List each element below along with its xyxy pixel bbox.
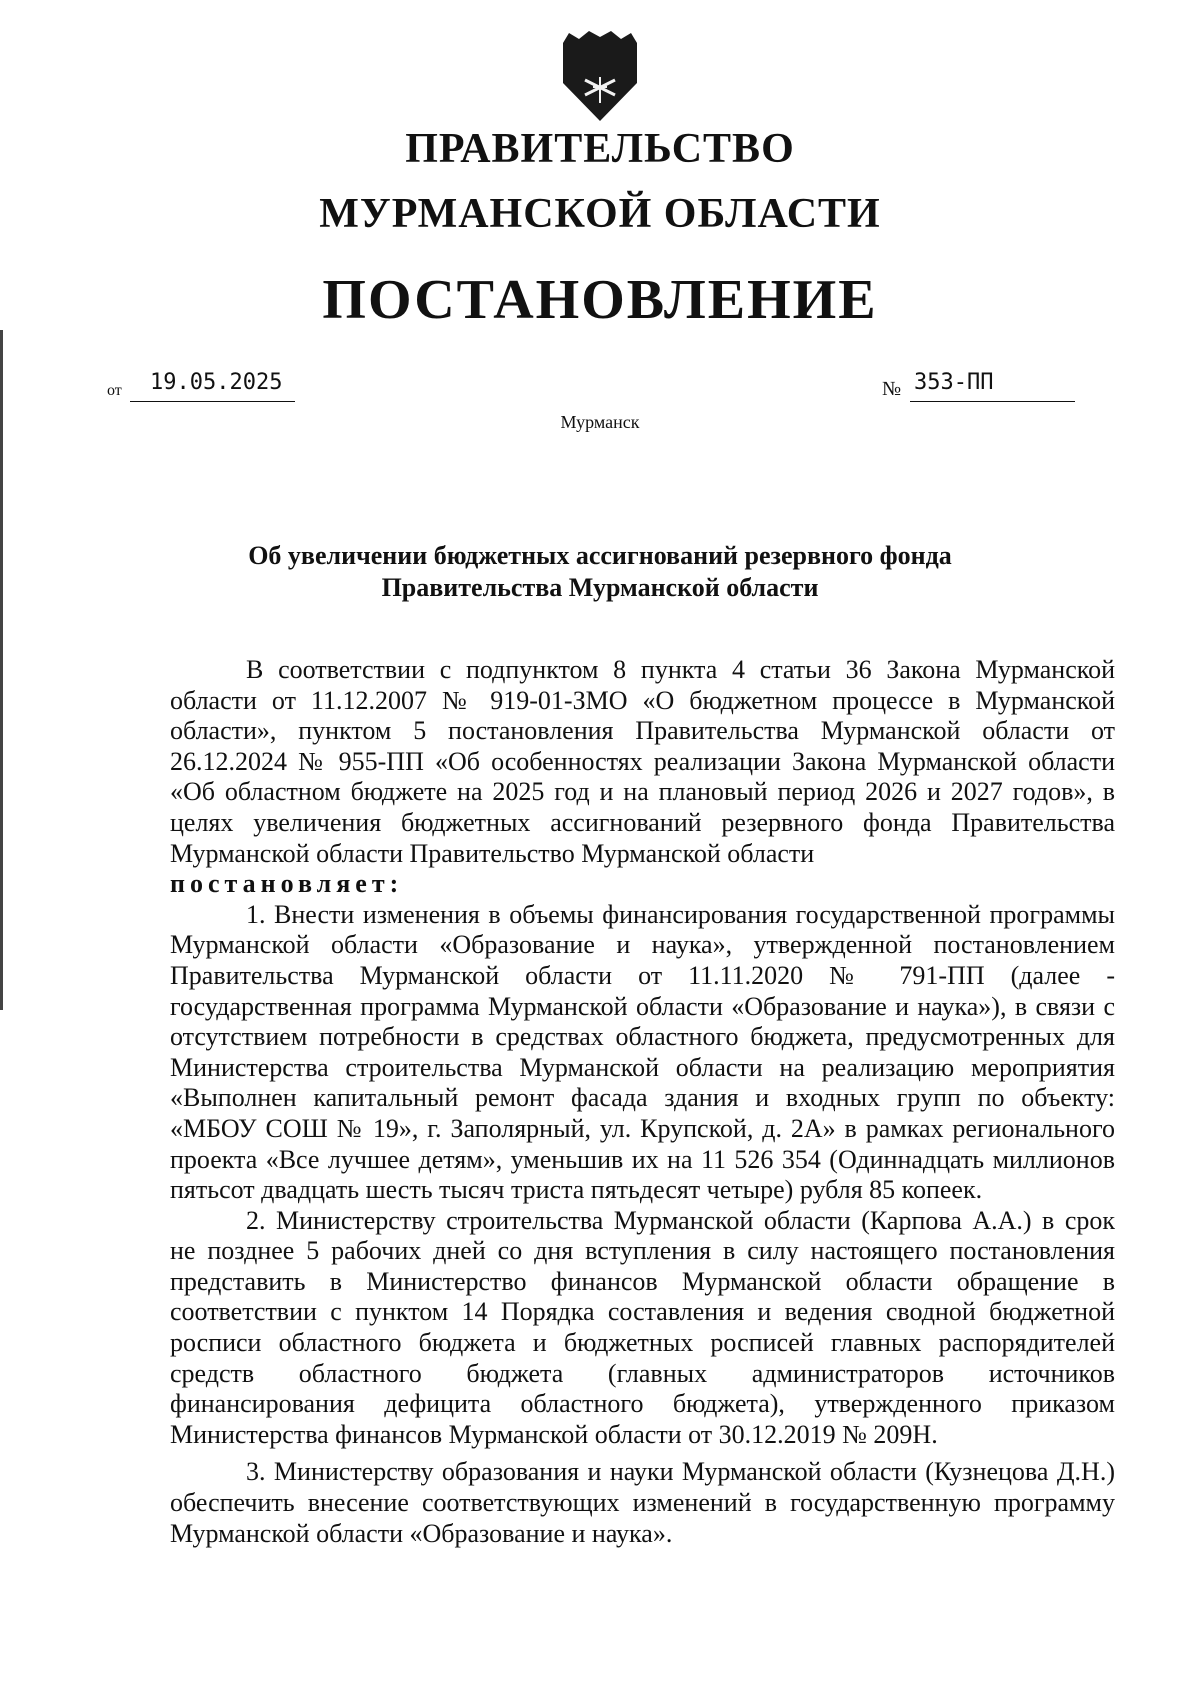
item-1-paragraph: 1. Внести изменения в объемы финансирования государственной программы Мурманской области «Образование и наука», утвержденной постановлением Правительства Мурманской области от 11.11.2020 № 791-ПП (далее - государственная программа Мурманской области «Образование и наука»), в связи с отсутствием потребности в средствах областного бюджета, предусмотренных для Министерства строительства Мурманской области на реализацию мероприятия «Выполнен капитальный ремонт фасада здания и входных групп по объекту: «МБОУ СОШ № 19», г. Заполярный, ул. Крупской, д. 2А» в рамках регионального проекта «Все лучшее детям», уменьшив их на 11 526 354 (Одиннадцать миллионов пятьсот двадцать шесть тысяч триста пятьдесят четыре) рубля 85 копеек. — [170, 899, 1115, 1205]
coat-of-arms-emblem — [555, 25, 645, 125]
document-type-heading: ПОСТАНОВЛЕНИЕ — [322, 269, 878, 331]
issuing-city: Мурманск — [560, 412, 640, 432]
document-title-line2: Правительства Мурманской области — [381, 573, 819, 602]
decree-word: постановляет — [170, 869, 390, 899]
organization-name-line1: ПРАВИТЕЛЬСТВО — [405, 126, 795, 172]
number-label: № — [882, 378, 902, 400]
date-label: от — [107, 382, 122, 399]
document-date: 19.05.2025 — [130, 370, 295, 402]
decree-colon: : — [389, 869, 399, 899]
preamble-text: В соответствии с подпунктом 8 пункта 4 статьи 36 Закона Мурманской области от 11.12.2007 № 919-01-ЗМО «О бюджетном процессе в Мурманской области», пунктом 5 постановления Правительства Мурманской области от 26.12.2024 № 955-ПП «Об особенностях реализации Закона Мурманской области «Об областном бюджете на 2025 год и на плановый период 2026 и 2027 годов», в целях увеличения бюджетных ассигнований резервного фонда Правительства Мурманской области Правительство Мурманской области — [170, 655, 1115, 868]
preamble-paragraph — [170, 655, 1115, 900]
item-2-paragraph: 2. Министерству строительства Мурманской области (Карпова А.А.) в срок не позднее 5 рабочих дней со дня вступления в силу настоящего постановления представить в Министерство финансов Мурманской области обращение в соответствии с пунктом 14 Порядка составления и ведения сводной бюджетной росписи областного бюджета и бюджетных росписей главных распорядителей средств областного бюджета (главных администраторов источников финансирования дефицита областного бюджета), утвержденного приказом Министерства финансов Мурманской области от 30.12.2019 № 209Н. — [170, 1205, 1115, 1449]
organization-name-line2: МУРМАНСКОЙ ОБЛАСТИ — [319, 191, 881, 237]
document-title-line1: Об увеличении бюджетных ассигнований резервного фонда — [248, 541, 952, 570]
document-number: 353-ПП — [910, 370, 1075, 402]
document-title — [0, 540, 1200, 604]
item-3-paragraph: 3. Министерству образования и науки Мурманской области (Кузнецова Д.Н.) обеспечить внесение соответствующих изменений в государственную программу Мурманской области «Образование и наука». — [170, 1457, 1115, 1548]
document-body — [170, 655, 1115, 1549]
